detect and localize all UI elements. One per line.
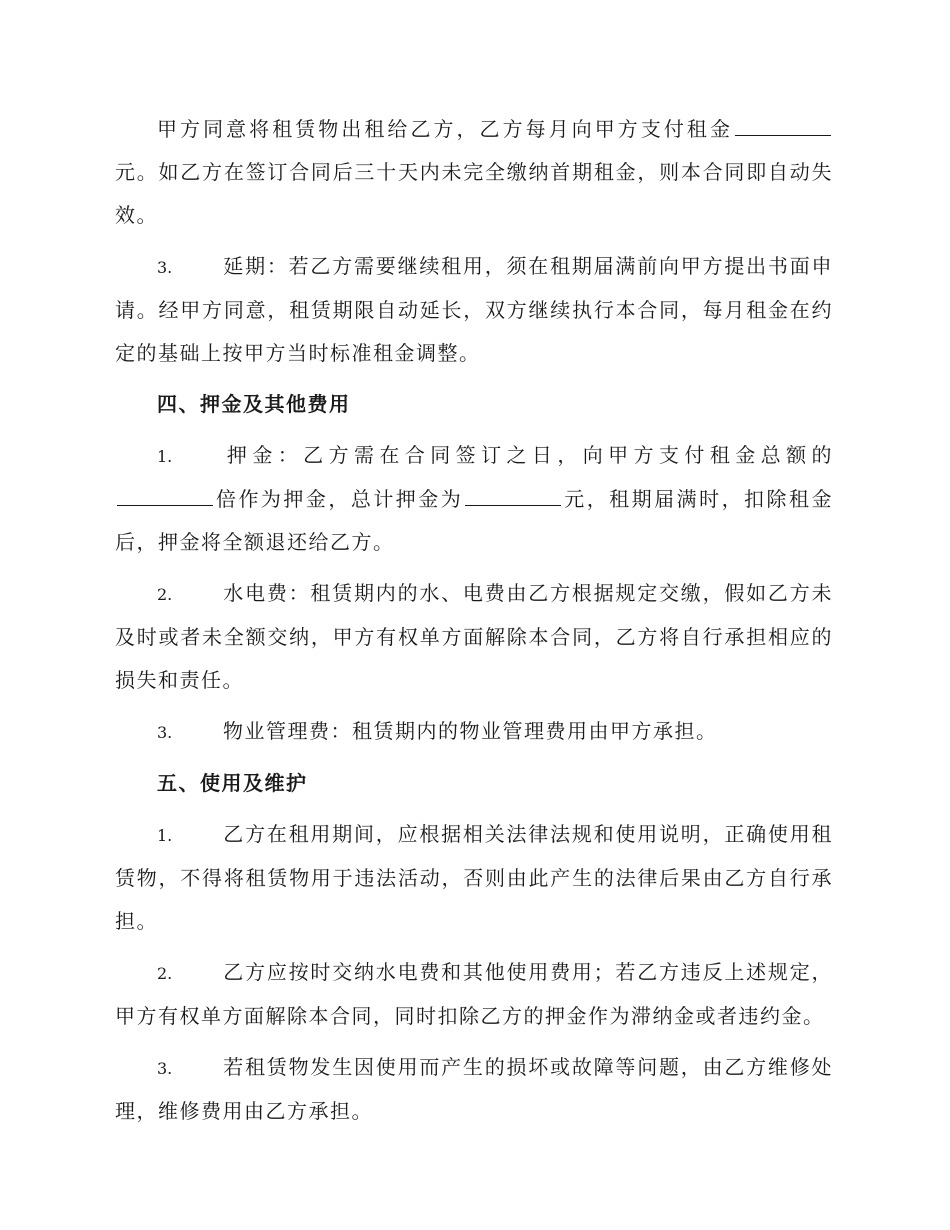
lawful-use-text: 乙方在租用期间，应根据相关法律法规和使用说明，正确使用租赁物，不得将租赁物用于违法活动，否则由此产生的法律后果由乙方自行承担。 <box>115 822 833 933</box>
deposit-multiple-blank <box>117 485 213 506</box>
deposit-text-b: 倍作为押金，总计押金为 <box>215 487 464 511</box>
section-heading-deposit: 四、押金及其他费用 <box>157 392 351 416</box>
paragraph-rent-payment <box>115 108 833 237</box>
item-number: 3. <box>157 723 173 742</box>
deposit-text-a: 押金：乙方需在合同签订之日，向甲方支付租金总额的 <box>223 443 833 467</box>
section-heading-use: 五、使用及维护 <box>157 771 308 795</box>
paragraph-extension <box>115 245 833 375</box>
document-page <box>115 108 833 1141</box>
rent-payment-text-a: 甲方同意将租赁物出租给乙方，乙方每月向甲方支付租金 <box>157 117 733 141</box>
item-number: 2. <box>157 964 173 983</box>
item-number: 3. <box>157 258 173 277</box>
paragraph-property-fee <box>115 710 833 754</box>
item-number: 1. <box>157 826 173 845</box>
deposit-total-blank <box>465 485 561 506</box>
fees-text: 乙方应按时交纳水电费和其他使用费用；若乙方违反上述规定，甲方有权单方面解除本合同，同时扣除乙方的押金作为滞纳金或者违约金。 <box>115 960 833 1028</box>
repair-text: 若租赁物发生因使用而产生的损坏或故障等问题，由乙方维修处理，维修费用由乙方承担。 <box>115 1055 833 1123</box>
utilities-text: 水电费：租赁期内的水、电费由乙方根据规定交缴，假如乙方未及时或者未全额交纳，甲方有权单方面解除本合同，乙方将自行承担相应的损失和责任。 <box>115 581 833 692</box>
item-number: 1. <box>157 447 173 466</box>
deposit-text-c: 元，租期届满时，扣除租金后，押金将全额退还给乙方。 <box>115 487 833 554</box>
paragraph-utilities <box>115 572 833 702</box>
paragraph-repair <box>115 1046 833 1133</box>
paragraph-fees <box>115 951 833 1038</box>
rent-amount-blank <box>735 115 831 136</box>
paragraph-deposit <box>115 434 833 564</box>
property-fee-text: 物业管理费：租赁期内的物业管理费用由甲方承担。 <box>223 719 718 743</box>
item-number: 3. <box>157 1059 173 1078</box>
rent-payment-text-b: 元。如乙方在签订合同后三十天内未完全缴纳首期租金，则本合同即自动失效。 <box>115 160 833 227</box>
item-number: 2. <box>157 585 173 604</box>
paragraph-lawful-use <box>115 813 833 943</box>
extension-text: 延期：若乙方需要继续租用，须在租期届满前向甲方提出书面申请。经甲方同意，租赁期限自动延长，双方继续执行本合同，每月租金在约定的基础上按甲方当时标准租金调整。 <box>115 254 833 365</box>
